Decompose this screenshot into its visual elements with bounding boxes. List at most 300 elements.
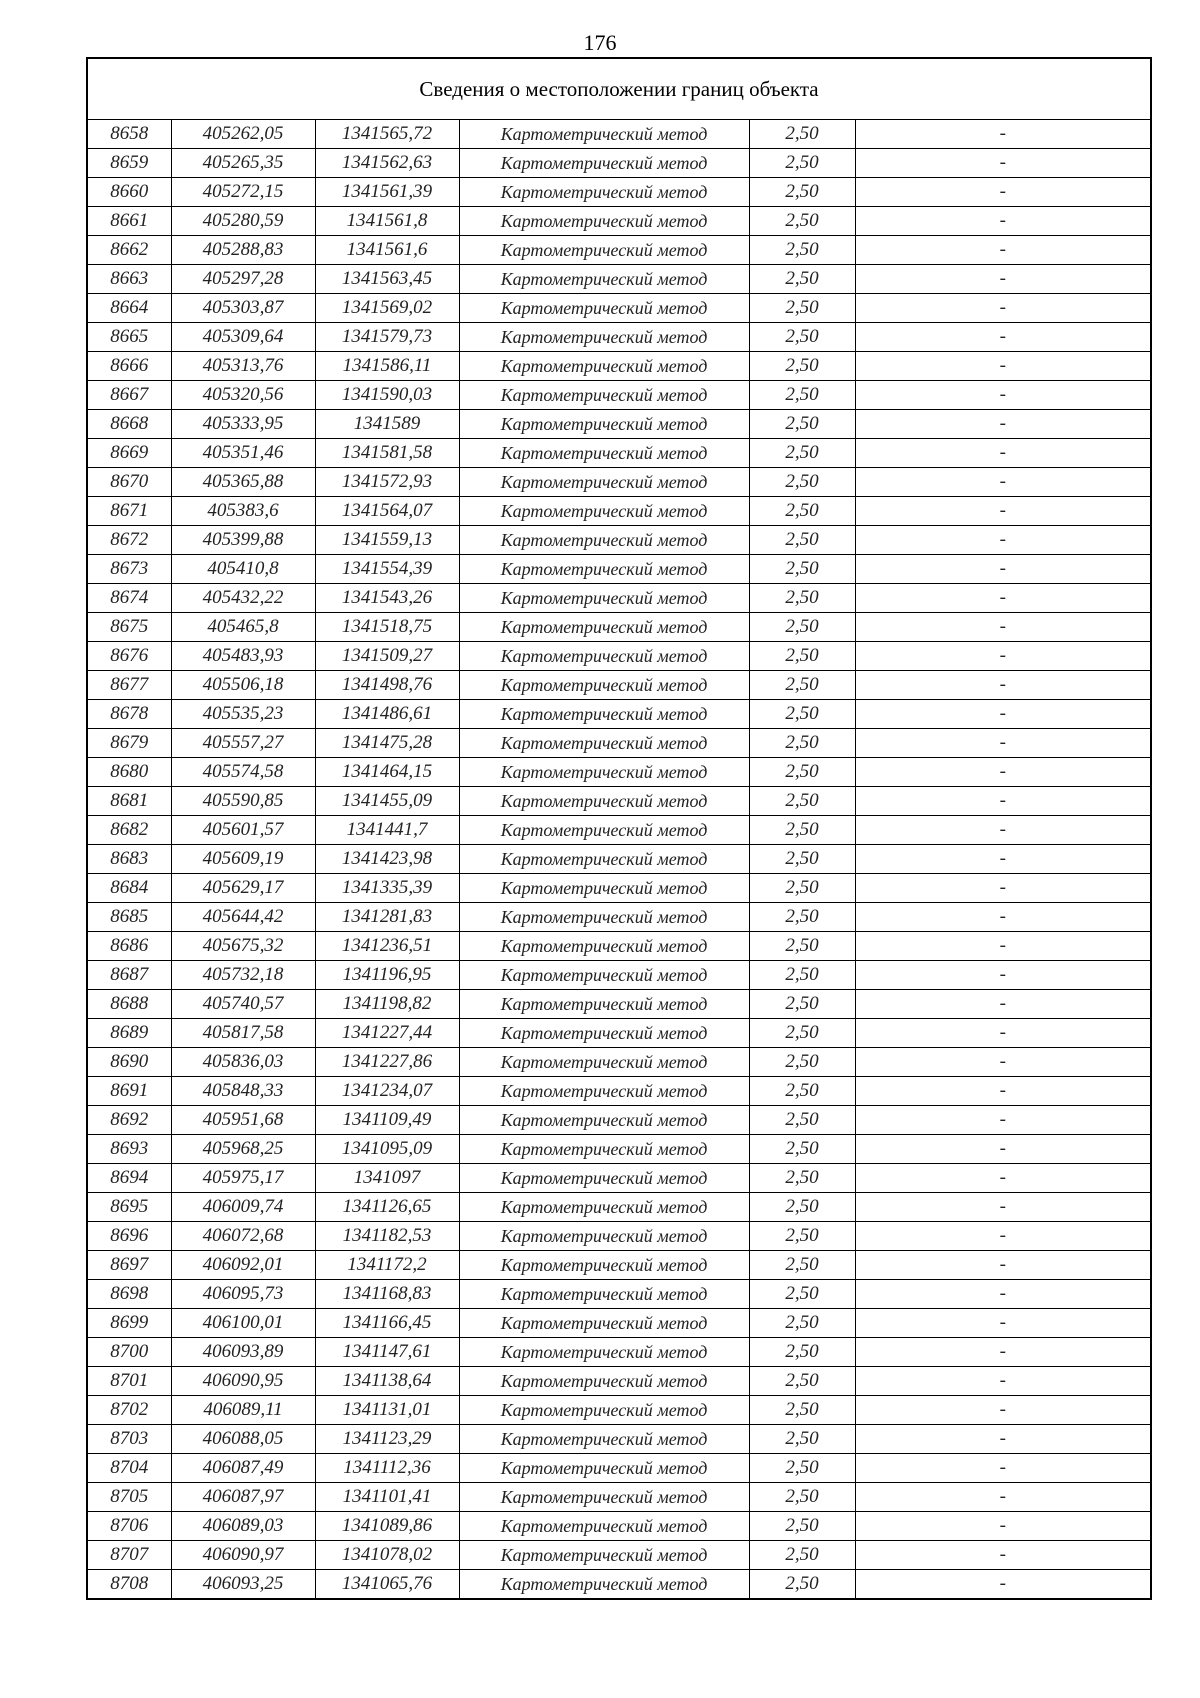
precision-cell: 2,50 [749,1570,855,1600]
point-number-cell: 8681 [87,787,171,816]
y-coordinate-cell: 1341131,01 [315,1396,459,1425]
table-row [87,787,1151,816]
method-cell: Картометрический метод [459,700,749,729]
table-row [87,874,1151,903]
table-row [87,816,1151,845]
table-row [87,1280,1151,1309]
y-coordinate-cell: 1341564,07 [315,497,459,526]
y-coordinate-cell: 1341441,7 [315,816,459,845]
precision-cell: 2,50 [749,1077,855,1106]
table-row [87,1483,1151,1512]
y-coordinate-cell: 1341455,09 [315,787,459,816]
boundary-table [86,57,1152,1600]
y-coordinate-cell: 1341509,27 [315,642,459,671]
method-cell: Картометрический метод [459,120,749,149]
point-number-cell: 8691 [87,1077,171,1106]
method-cell: Картометрический метод [459,584,749,613]
y-coordinate-cell: 1341581,58 [315,439,459,468]
x-coordinate-cell: 405313,76 [171,352,315,381]
method-cell: Картометрический метод [459,1570,749,1600]
method-cell: Картометрический метод [459,236,749,265]
y-coordinate-cell: 1341486,61 [315,700,459,729]
description-cell: - [855,149,1151,178]
x-coordinate-cell: 405968,25 [171,1135,315,1164]
description-cell: - [855,265,1151,294]
x-coordinate-cell: 405836,03 [171,1048,315,1077]
precision-cell: 2,50 [749,1048,855,1077]
x-coordinate-cell: 405432,22 [171,584,315,613]
description-cell: - [855,1541,1151,1570]
y-coordinate-cell: 1341464,15 [315,758,459,787]
precision-cell: 2,50 [749,671,855,700]
point-number-cell: 8690 [87,1048,171,1077]
description-cell: - [855,1570,1151,1600]
point-number-cell: 8703 [87,1425,171,1454]
point-number-cell: 8659 [87,149,171,178]
table-row [87,642,1151,671]
precision-cell: 2,50 [749,874,855,903]
precision-cell: 2,50 [749,323,855,352]
point-number-cell: 8704 [87,1454,171,1483]
x-coordinate-cell: 405506,18 [171,671,315,700]
y-coordinate-cell: 1341586,11 [315,352,459,381]
method-cell: Картометрический метод [459,1222,749,1251]
precision-cell: 2,50 [749,207,855,236]
point-number-cell: 8662 [87,236,171,265]
method-cell: Картометрический метод [459,758,749,787]
method-cell: Картометрический метод [459,1164,749,1193]
precision-cell: 2,50 [749,439,855,468]
point-number-cell: 8663 [87,265,171,294]
point-number-cell: 8695 [87,1193,171,1222]
description-cell: - [855,1077,1151,1106]
method-cell: Картометрический метод [459,1019,749,1048]
point-number-cell: 8698 [87,1280,171,1309]
description-cell: - [855,381,1151,410]
y-coordinate-cell: 1341518,75 [315,613,459,642]
method-cell: Картометрический метод [459,1309,749,1338]
precision-cell: 2,50 [749,1454,855,1483]
y-coordinate-cell: 1341543,26 [315,584,459,613]
y-coordinate-cell: 1341281,83 [315,903,459,932]
precision-cell: 2,50 [749,178,855,207]
precision-cell: 2,50 [749,845,855,874]
method-cell: Картометрический метод [459,1541,749,1570]
method-cell: Картометрический метод [459,845,749,874]
method-cell: Картометрический метод [459,1396,749,1425]
precision-cell: 2,50 [749,555,855,584]
description-cell: - [855,555,1151,584]
x-coordinate-cell: 405535,23 [171,700,315,729]
precision-cell: 2,50 [749,642,855,671]
precision-cell: 2,50 [749,410,855,439]
method-cell: Картометрический метод [459,932,749,961]
precision-cell: 2,50 [749,932,855,961]
method-cell: Картометрический метод [459,410,749,439]
precision-cell: 2,50 [749,1309,855,1338]
precision-cell: 2,50 [749,1106,855,1135]
description-cell: - [855,526,1151,555]
point-number-cell: 8674 [87,584,171,613]
y-coordinate-cell: 1341565,72 [315,120,459,149]
table-row [87,845,1151,874]
table-row [87,410,1151,439]
method-cell: Картометрический метод [459,874,749,903]
method-cell: Картометрический метод [459,961,749,990]
precision-cell: 2,50 [749,1135,855,1164]
x-coordinate-cell: 405629,17 [171,874,315,903]
precision-cell: 2,50 [749,1425,855,1454]
x-coordinate-cell: 405483,93 [171,642,315,671]
point-number-cell: 8687 [87,961,171,990]
y-coordinate-cell: 1341590,03 [315,381,459,410]
description-cell: - [855,700,1151,729]
precision-cell: 2,50 [749,1251,855,1280]
point-number-cell: 8701 [87,1367,171,1396]
point-number-cell: 8677 [87,671,171,700]
table-row [87,468,1151,497]
x-coordinate-cell: 405732,18 [171,961,315,990]
method-cell: Картометрический метод [459,497,749,526]
point-number-cell: 8680 [87,758,171,787]
y-coordinate-cell: 1341498,76 [315,671,459,700]
table-row [87,1251,1151,1280]
y-coordinate-cell: 1341569,02 [315,294,459,323]
y-coordinate-cell: 1341123,29 [315,1425,459,1454]
table-row [87,120,1151,149]
table-row [87,1019,1151,1048]
table-row [87,178,1151,207]
point-number-cell: 8694 [87,1164,171,1193]
method-cell: Картометрический метод [459,352,749,381]
description-cell: - [855,874,1151,903]
table-title: Сведения о местоположении границ объекта [87,58,1151,120]
method-cell: Картометрический метод [459,149,749,178]
y-coordinate-cell: 1341196,95 [315,961,459,990]
table-row [87,1077,1151,1106]
method-cell: Картометрический метод [459,729,749,758]
table-row [87,1048,1151,1077]
y-coordinate-cell: 1341112,36 [315,1454,459,1483]
description-cell: - [855,1193,1151,1222]
x-coordinate-cell: 405817,58 [171,1019,315,1048]
method-cell: Картометрический метод [459,1367,749,1396]
table-row [87,990,1151,1019]
table-row [87,352,1151,381]
description-cell: - [855,961,1151,990]
table-row [87,265,1151,294]
point-number-cell: 8671 [87,497,171,526]
description-cell: - [855,120,1151,149]
precision-cell: 2,50 [749,787,855,816]
y-coordinate-cell: 1341227,44 [315,1019,459,1048]
precision-cell: 2,50 [749,961,855,990]
method-cell: Картометрический метод [459,1193,749,1222]
x-coordinate-cell: 406087,49 [171,1454,315,1483]
page-number: 176 [583,30,617,55]
y-coordinate-cell: 1341423,98 [315,845,459,874]
point-number-cell: 8661 [87,207,171,236]
x-coordinate-cell: 405265,35 [171,149,315,178]
precision-cell: 2,50 [749,1541,855,1570]
precision-cell: 2,50 [749,352,855,381]
table-row [87,729,1151,758]
description-cell: - [855,1106,1151,1135]
x-coordinate-cell: 406093,25 [171,1570,315,1600]
point-number-cell: 8678 [87,700,171,729]
precision-cell: 2,50 [749,381,855,410]
y-coordinate-cell: 1341065,76 [315,1570,459,1600]
table-row [87,1338,1151,1367]
point-number-cell: 8702 [87,1396,171,1425]
x-coordinate-cell: 406092,01 [171,1251,315,1280]
description-cell: - [855,584,1151,613]
x-coordinate-cell: 405351,46 [171,439,315,468]
method-cell: Картометрический метод [459,207,749,236]
description-cell: - [855,1019,1151,1048]
description-cell: - [855,758,1151,787]
point-number-cell: 8669 [87,439,171,468]
table-row [87,1309,1151,1338]
table-row [87,1135,1151,1164]
table-row [87,381,1151,410]
description-cell: - [855,1048,1151,1077]
method-cell: Картометрический метод [459,642,749,671]
table-row [87,526,1151,555]
description-cell: - [855,613,1151,642]
x-coordinate-cell: 405280,59 [171,207,315,236]
y-coordinate-cell: 1341561,39 [315,178,459,207]
method-cell: Картометрический метод [459,1512,749,1541]
table-row [87,207,1151,236]
table-row [87,497,1151,526]
y-coordinate-cell: 1341589 [315,410,459,439]
x-coordinate-cell: 405609,19 [171,845,315,874]
point-number-cell: 8707 [87,1541,171,1570]
table-row [87,671,1151,700]
precision-cell: 2,50 [749,613,855,642]
precision-cell: 2,50 [749,758,855,787]
precision-cell: 2,50 [749,990,855,1019]
table-row [87,1367,1151,1396]
x-coordinate-cell: 406089,03 [171,1512,315,1541]
table-body [87,120,1151,1600]
y-coordinate-cell: 1341101,41 [315,1483,459,1512]
table-row [87,294,1151,323]
x-coordinate-cell: 405601,57 [171,816,315,845]
method-cell: Картометрический метод [459,1135,749,1164]
description-cell: - [855,1280,1151,1309]
description-cell: - [855,207,1151,236]
description-cell: - [855,729,1151,758]
x-coordinate-cell: 405675,32 [171,932,315,961]
x-coordinate-cell: 406089,11 [171,1396,315,1425]
precision-cell: 2,50 [749,1367,855,1396]
y-coordinate-cell: 1341561,6 [315,236,459,265]
method-cell: Картометрический метод [459,323,749,352]
description-cell: - [855,1164,1151,1193]
precision-cell: 2,50 [749,468,855,497]
point-number-cell: 8693 [87,1135,171,1164]
precision-cell: 2,50 [749,1396,855,1425]
point-number-cell: 8676 [87,642,171,671]
point-number-cell: 8686 [87,932,171,961]
x-coordinate-cell: 405848,33 [171,1077,315,1106]
description-cell: - [855,236,1151,265]
point-number-cell: 8673 [87,555,171,584]
table-row [87,1425,1151,1454]
x-coordinate-cell: 406088,05 [171,1425,315,1454]
x-coordinate-cell: 405590,85 [171,787,315,816]
x-coordinate-cell: 405399,88 [171,526,315,555]
y-coordinate-cell: 1341227,86 [315,1048,459,1077]
method-cell: Картометрический метод [459,1048,749,1077]
y-coordinate-cell: 1341168,83 [315,1280,459,1309]
point-number-cell: 8672 [87,526,171,555]
x-coordinate-cell: 405272,15 [171,178,315,207]
y-coordinate-cell: 1341126,65 [315,1193,459,1222]
precision-cell: 2,50 [749,584,855,613]
description-cell: - [855,1309,1151,1338]
x-coordinate-cell: 405644,42 [171,903,315,932]
point-number-cell: 8689 [87,1019,171,1048]
precision-cell: 2,50 [749,1164,855,1193]
method-cell: Картометрический метод [459,1106,749,1135]
description-cell: - [855,642,1151,671]
description-cell: - [855,323,1151,352]
point-number-cell: 8706 [87,1512,171,1541]
table-row [87,1454,1151,1483]
precision-cell: 2,50 [749,1338,855,1367]
y-coordinate-cell: 1341572,93 [315,468,459,497]
table-row [87,439,1151,468]
y-coordinate-cell: 1341579,73 [315,323,459,352]
table-title-row [87,58,1151,120]
x-coordinate-cell: 406093,89 [171,1338,315,1367]
y-coordinate-cell: 1341138,64 [315,1367,459,1396]
x-coordinate-cell: 405951,68 [171,1106,315,1135]
description-cell: - [855,787,1151,816]
method-cell: Картометрический метод [459,555,749,584]
method-cell: Картометрический метод [459,1454,749,1483]
y-coordinate-cell: 1341147,61 [315,1338,459,1367]
description-cell: - [855,1512,1151,1541]
table-row [87,932,1151,961]
point-number-cell: 8688 [87,990,171,1019]
y-coordinate-cell: 1341562,63 [315,149,459,178]
x-coordinate-cell: 405574,58 [171,758,315,787]
description-cell: - [855,1338,1151,1367]
description-cell: - [855,990,1151,1019]
table-row [87,1164,1151,1193]
description-cell: - [855,1222,1151,1251]
method-cell: Картометрический метод [459,381,749,410]
method-cell: Картометрический метод [459,671,749,700]
table-row [87,555,1151,584]
x-coordinate-cell: 405320,56 [171,381,315,410]
x-coordinate-cell: 406095,73 [171,1280,315,1309]
precision-cell: 2,50 [749,497,855,526]
point-number-cell: 8670 [87,468,171,497]
x-coordinate-cell: 405410,8 [171,555,315,584]
x-coordinate-cell: 405333,95 [171,410,315,439]
x-coordinate-cell: 406090,97 [171,1541,315,1570]
table-row [87,613,1151,642]
table-row [87,149,1151,178]
point-number-cell: 8699 [87,1309,171,1338]
y-coordinate-cell: 1341335,39 [315,874,459,903]
y-coordinate-cell: 1341166,45 [315,1309,459,1338]
point-number-cell: 8679 [87,729,171,758]
description-cell: - [855,845,1151,874]
table-row [87,1222,1151,1251]
y-coordinate-cell: 1341182,53 [315,1222,459,1251]
point-number-cell: 8660 [87,178,171,207]
point-number-cell: 8666 [87,352,171,381]
description-cell: - [855,1396,1151,1425]
precision-cell: 2,50 [749,265,855,294]
precision-cell: 2,50 [749,294,855,323]
y-coordinate-cell: 1341475,28 [315,729,459,758]
description-cell: - [855,1367,1151,1396]
table-row [87,323,1151,352]
precision-cell: 2,50 [749,729,855,758]
method-cell: Картометрический метод [459,294,749,323]
x-coordinate-cell: 405465,8 [171,613,315,642]
description-cell: - [855,468,1151,497]
point-number-cell: 8675 [87,613,171,642]
description-cell: - [855,1251,1151,1280]
precision-cell: 2,50 [749,1483,855,1512]
description-cell: - [855,497,1151,526]
x-coordinate-cell: 405383,6 [171,497,315,526]
table-row [87,1512,1151,1541]
table-row [87,1106,1151,1135]
point-number-cell: 8684 [87,874,171,903]
y-coordinate-cell: 1341561,8 [315,207,459,236]
precision-cell: 2,50 [749,903,855,932]
method-cell: Картометрический метод [459,990,749,1019]
precision-cell: 2,50 [749,1280,855,1309]
point-number-cell: 8705 [87,1483,171,1512]
point-number-cell: 8708 [87,1570,171,1600]
x-coordinate-cell: 405303,87 [171,294,315,323]
precision-cell: 2,50 [749,1512,855,1541]
x-coordinate-cell: 405309,64 [171,323,315,352]
table-row [87,1193,1151,1222]
x-coordinate-cell: 405975,17 [171,1164,315,1193]
method-cell: Картометрический метод [459,613,749,642]
description-cell: - [855,1425,1151,1454]
precision-cell: 2,50 [749,816,855,845]
table-row [87,1396,1151,1425]
point-number-cell: 8682 [87,816,171,845]
x-coordinate-cell: 405297,28 [171,265,315,294]
point-number-cell: 8668 [87,410,171,439]
x-coordinate-cell: 405288,83 [171,236,315,265]
table-row [87,1541,1151,1570]
description-cell: - [855,1483,1151,1512]
description-cell: - [855,294,1151,323]
x-coordinate-cell: 405740,57 [171,990,315,1019]
table-row [87,1570,1151,1600]
table-row [87,584,1151,613]
precision-cell: 2,50 [749,120,855,149]
description-cell: - [855,1135,1151,1164]
y-coordinate-cell: 1341109,49 [315,1106,459,1135]
method-cell: Картометрический метод [459,468,749,497]
y-coordinate-cell: 1341234,07 [315,1077,459,1106]
